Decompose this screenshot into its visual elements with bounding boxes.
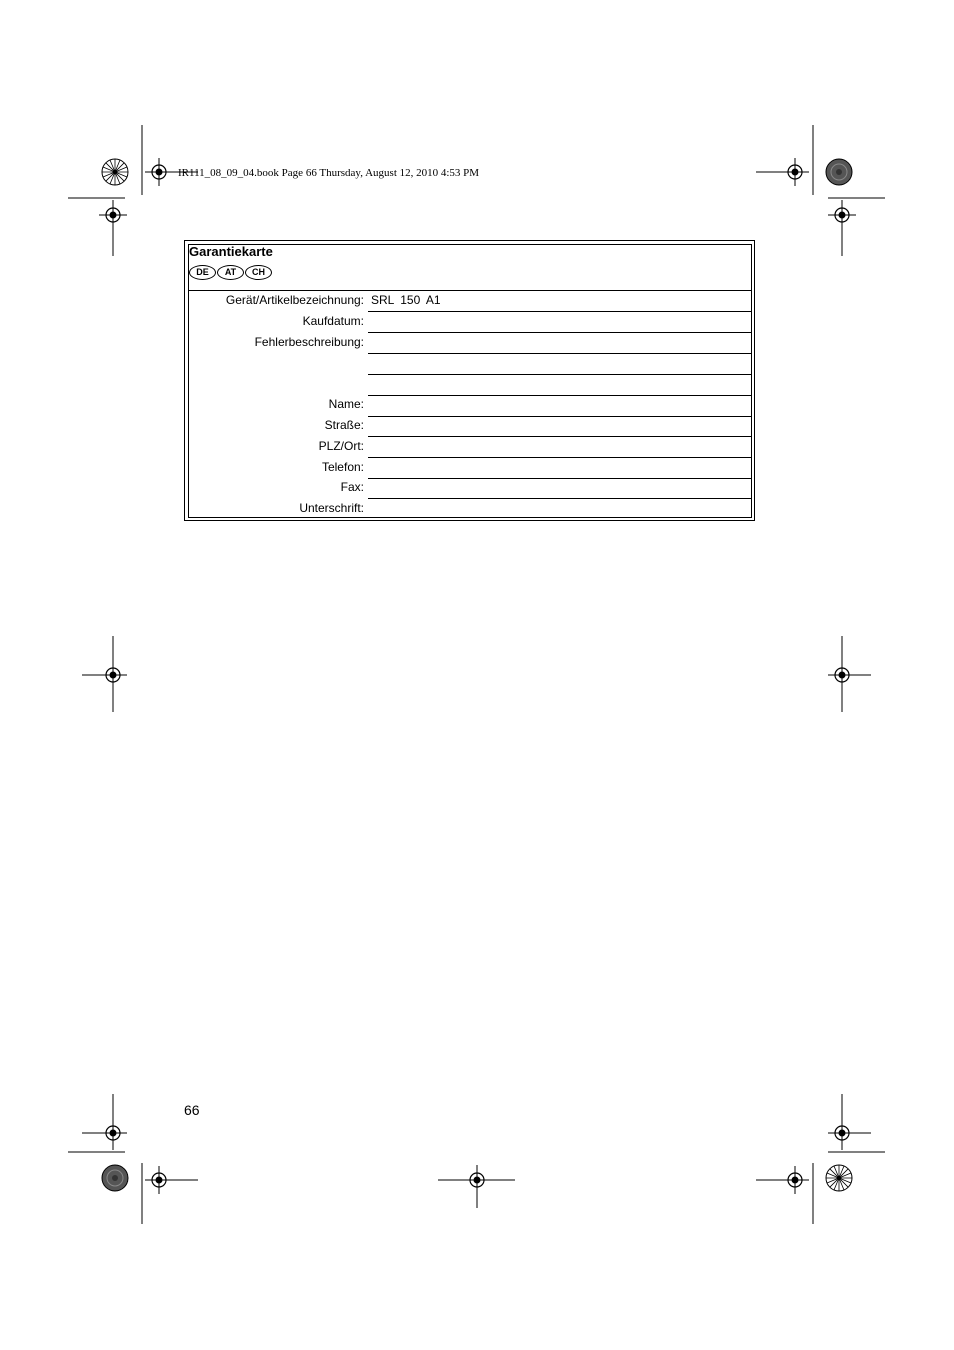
fault-line-1[interactable] — [368, 353, 752, 354]
country-badge-ch: CH — [245, 265, 272, 280]
article-label: Gerät/Artikelbezeichnung: — [225, 293, 364, 307]
fault-label: Fehlerbeschreibung: — [254, 335, 364, 349]
name-line[interactable] — [368, 416, 752, 417]
zip-city-line[interactable] — [368, 457, 752, 458]
fault-line-2[interactable] — [368, 374, 752, 375]
country-badges — [189, 265, 272, 280]
print-header: IR111_08_09_04.book Page 66 Thursday, August 12, 2010 4:53 PM — [178, 167, 480, 179]
street-label: Straße: — [324, 418, 364, 432]
country-badge-at: AT — [217, 265, 244, 280]
color-bar-starburst-icon — [102, 159, 128, 185]
signature-label: Unterschrift: — [299, 501, 364, 515]
color-bar-starburst-icon — [826, 1165, 852, 1191]
phone-line[interactable] — [368, 478, 752, 479]
fault-line-3[interactable] — [368, 395, 752, 396]
article-value: SRL 150 A1 — [371, 293, 441, 307]
card-header-divider — [188, 290, 752, 291]
fax-line[interactable] — [368, 498, 752, 499]
card-title: Garantiekarte — [189, 244, 273, 259]
fax-label: Fax: — [340, 480, 364, 494]
phone-label: Telefon: — [321, 460, 364, 474]
color-bar-starburst-icon — [826, 159, 852, 185]
purchase-date-line[interactable] — [368, 332, 752, 333]
warranty-card — [188, 244, 752, 518]
country-badge-de: DE — [189, 265, 216, 280]
color-bar-starburst-icon — [102, 1165, 128, 1191]
name-label: Name: — [328, 397, 364, 411]
zip-city-label: PLZ/Ort: — [318, 439, 364, 453]
article-line[interactable] — [368, 311, 752, 312]
page-number: 66 — [184, 1102, 200, 1118]
street-line[interactable] — [368, 436, 752, 437]
purchase-date-label: Kaufdatum: — [302, 314, 364, 328]
